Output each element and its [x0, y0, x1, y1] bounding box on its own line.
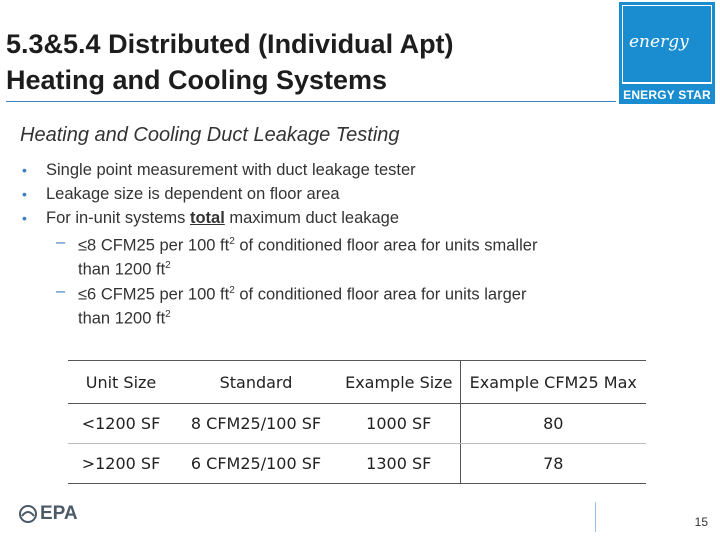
cell-standard: 8 CFM25/100 SF — [174, 404, 338, 444]
bullet-text: Single point measurement with duct leakage tester — [46, 161, 416, 179]
superscript: 2 — [165, 259, 171, 271]
title-line-2: Heating and Cooling Systems — [6, 65, 388, 95]
sub-bullet-text — [78, 281, 558, 328]
superscript: 2 — [229, 236, 235, 247]
bullet-text — [46, 206, 399, 230]
bullet-dot-icon: • — [22, 162, 27, 178]
bullet-dot-icon: • — [22, 210, 27, 226]
header-standard: Standard — [174, 361, 338, 404]
title-line-1: 5.3&5.4 Distributed (Individual Apt) — [6, 29, 454, 59]
title-divider — [6, 101, 616, 102]
superscript: 2 — [229, 285, 235, 296]
epa-label: EPA — [40, 503, 78, 524]
logo-text: ENERGY STAR — [623, 88, 711, 102]
header-unit-size: Unit Size — [68, 361, 174, 404]
dash-icon: – — [56, 233, 66, 251]
cell-example-cfm25: 78 — [460, 444, 646, 484]
energy-star-logo — [619, 2, 715, 104]
epa-flower-icon — [18, 504, 38, 524]
table-row — [68, 444, 646, 484]
logo-separator — [622, 82, 712, 84]
bullet-item — [22, 206, 582, 230]
cell-unit-size: <1200 SF — [68, 404, 174, 444]
bullet-text: Leakage size is dependent on floor area — [46, 185, 340, 203]
cell-standard: 6 CFM25/100 SF — [174, 444, 338, 484]
emphasis-total: total — [189, 209, 225, 227]
bullet-text-prefix: For in-unit systems — [46, 209, 190, 227]
sub-text-mid: of conditioned floor area for units smaller than 1200 ft — [78, 236, 538, 278]
page-number: 15 — [694, 515, 708, 529]
sub-text-mid: of conditioned floor area for units larger than 1200 ft — [78, 285, 527, 327]
cell-unit-size: >1200 SF — [68, 444, 174, 484]
footer-divider — [595, 502, 596, 532]
table-header-row — [68, 361, 646, 404]
bullet-list — [22, 158, 582, 328]
bullet-text-suffix: maximum duct leakage — [224, 209, 400, 227]
sub-bullet-item — [56, 232, 582, 279]
cell-example-size: 1300 SF — [338, 444, 460, 484]
dash-icon: – — [56, 282, 66, 300]
epa-logo — [18, 503, 78, 525]
sub-bullet-text — [78, 232, 558, 279]
superscript: 2 — [165, 308, 171, 320]
page-title — [6, 26, 606, 98]
sub-bullet-item — [56, 281, 582, 328]
header-example-cfm25-max: Example CFM25 Max — [460, 361, 646, 404]
cell-example-size: 1000 SF — [338, 404, 460, 444]
duct-leakage-table — [68, 360, 646, 484]
slide-subtitle: Heating and Cooling Duct Leakage Testing — [20, 124, 400, 146]
logo-script: energy — [629, 32, 689, 52]
table-row — [68, 404, 646, 444]
bullet-dot-icon: • — [22, 186, 27, 202]
bullet-item — [22, 158, 582, 182]
sub-text-pre: ≤8 CFM25 per 100 ft — [78, 236, 230, 255]
header-example-size: Example Size — [338, 361, 460, 404]
sub-text-pre: ≤6 CFM25 per 100 ft — [78, 285, 230, 304]
bullet-item — [22, 182, 582, 206]
cell-example-cfm25: 80 — [460, 404, 646, 444]
